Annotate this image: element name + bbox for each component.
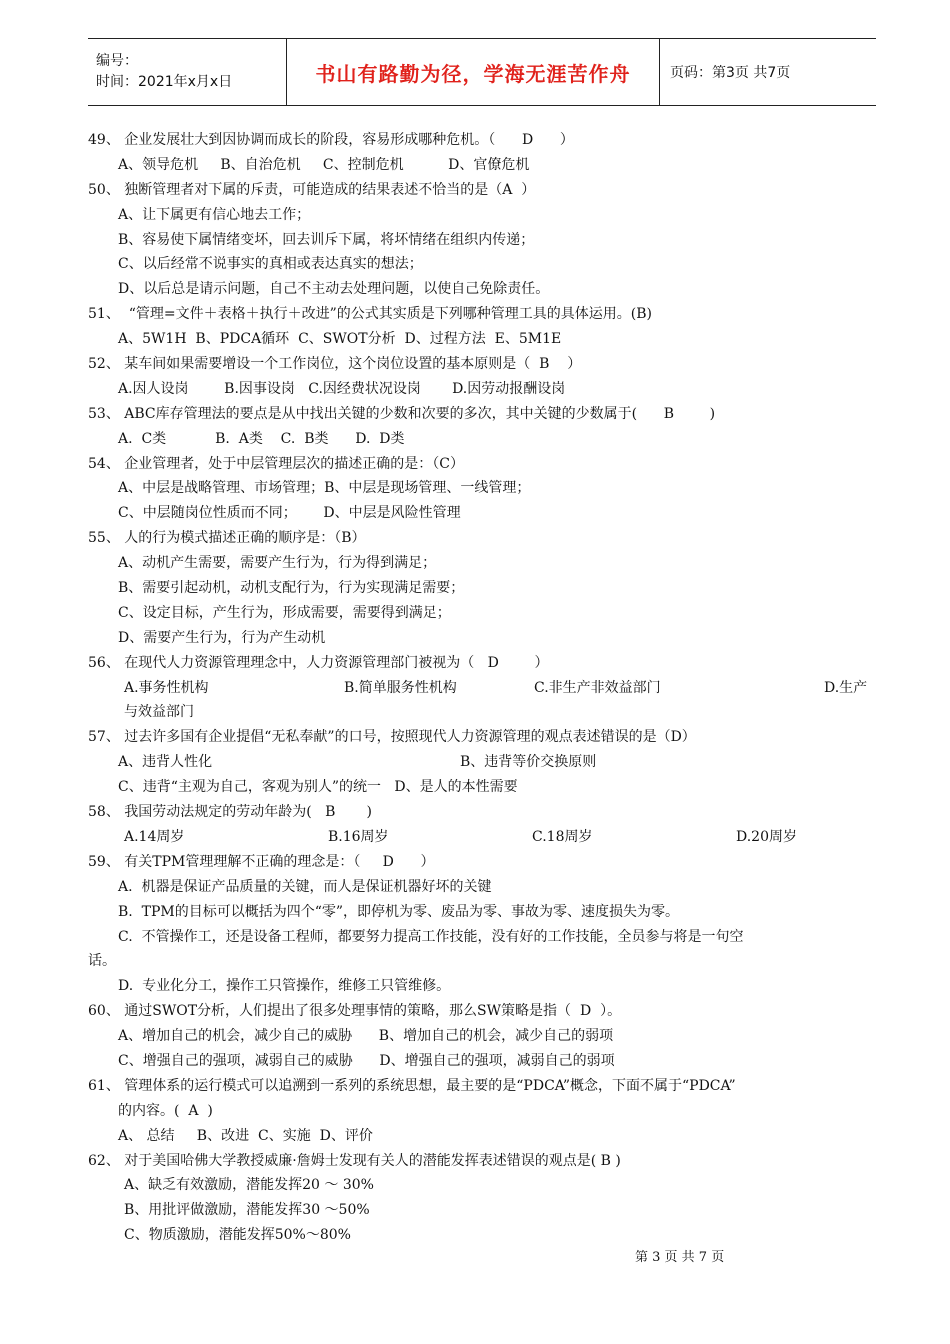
number-label: 编号： [96,53,138,69]
date-line: 时间：2021年x月x日 [96,74,233,90]
option-59-b: B. TPM的目标可以概括为四个“零”，即停机为零、废品为零、事故为零、速度损失为零。 [118,903,680,920]
question-55: 55、 人的行为模式描述正确的顺序是：（B） [88,530,366,547]
question-list [88,128,878,1248]
option-56-b: B.简单服务性机构 [344,679,457,696]
question-50: 50、 独断管理者对下属的斥责，可能造成的结果表述不恰当的是（A ） [88,181,536,198]
option-50-d: D、以后总是请示问题，自己不主动去处理问题，以使自己免除责任。 [118,281,550,298]
option-56-d-wrap: 与效益部门 [124,704,194,721]
option-55-a: A、动机产生需要，需要产生行为，行为得到满足； [118,555,437,572]
options-52: A.因人设岗 B.因事设岗 C.因经费状况设岗 D.因劳动报酬设岗 [118,380,566,397]
page-header [88,38,876,106]
question-58: 58、 我国劳动法规定的劳动年龄为( B ) [88,804,372,821]
option-56-c: C.非生产非效益部门 [534,679,661,696]
option-58-d: D.20周岁 [736,828,797,845]
option-57-a: A、违背人性化 [118,754,213,771]
option-55-b: B、需要引起动机，动机支配行为，行为实现满足需要； [118,580,465,597]
question-59: 59、 有关TPM管理理解不正确的理念是：（ D ） [88,853,435,870]
option-50-c: C、以后经常不说事实的真相或表达真实的想法； [118,256,423,273]
option-55-d: D、需要产生行为，行为产生动机 [118,629,326,646]
question-53: 53、 ABC库存管理法的要点是从中找出关键的少数和次要的多次，其中关键的少数属于( B ) [88,405,716,422]
page-footer: 第 3 页 共 7 页 [635,1250,725,1265]
options-60-ab: A、增加自己的机会，减少自己的威胁 B、增加自己的机会，减少自己的弱项 [118,1028,614,1045]
options-53: A. C类 B. A类 C. B类 D. D类 [118,430,405,447]
question-62: 62、 对于美国哈佛大学教授威廉·詹姆士发现有关人的潜能发挥表述错误的观点是( B ) [88,1152,621,1169]
option-62-c: C、物质激励，潜能发挥50%～80% [124,1227,351,1244]
motto: 书山有路勤为径，学海无涯苦作舟 [287,39,660,105]
options-60-cd: C、增强自己的强项，减弱自己的威胁 D、增强自己的强项，减弱自己的弱项 [118,1052,615,1069]
question-54: 54、 企业管理者，处于中层管理层次的描述正确的是：（C） [88,455,464,472]
option-58-b: B.16周岁 [328,828,389,845]
option-55-c: C、设定目标，产生行为，形成需要，需要得到满足； [118,604,451,621]
option-56-a: A.事务性机构 [124,679,209,696]
option-59-c-wrap: 话。 [88,953,116,970]
question-49: 49、 企业发展壮大到因协调而成长的阶段，容易形成哪种危机。（ D ） [88,132,574,148]
question-61: 61、 管理体系的运行模式可以追溯到一系列的系统思想，最主要的是“PDCA”概念，下面不属于“PDCA” [88,1077,736,1094]
options-54-ab: A、中层是战略管理、市场管理；B、中层是现场管理、一线管理； [118,480,531,497]
options-57-cd: C、违背“主观为自己，客观为别人”的统一 D、是人的本性需要 [118,779,518,796]
question-57: 57、 过去许多国有企业提倡“无私奉献”的口号，按照现代人力资源管理的观点表述错误的是（D） [88,729,696,746]
option-59-d: D. 专业化分工，操作工只管操作，维修工只管维修。 [118,978,451,995]
question-56: 56、 在现代人力资源管理理念中，人力资源管理部门被视为（ D ） [88,654,549,671]
question-51: 51、 “管理=文件＋表格＋执行＋改进”的公式其实质是下列哪种管理工具的具体运用。(B) [88,306,652,323]
option-59-c: C. 不管操作工，还是设备工程师，都要努力提高工作技能，没有好的工作技能，全员参与将是一句空 [118,928,744,945]
options-57-ab [88,750,878,775]
header-meta [88,39,287,105]
option-56-d: D.生产 [824,679,868,696]
options-49: A、领导危机 B、自治危机 C、控制危机 D、官僚危机 [118,156,530,173]
option-58-a: A.14周岁 [124,828,185,845]
option-50-b: B、容易使下属情绪变坏，回去训斥下属，将坏情绪在组织内传递； [118,231,535,248]
question-60: 60、 通过SWOT分析，人们提出了很多处理事情的策略，那么SW策略是指（ D ）。 [88,1003,622,1020]
page-info: 页码：第3页 共7页 [670,65,791,81]
option-62-b: B、用批评做激励，潜能发挥30 ～50% [124,1202,370,1219]
options-61: A、 总结 B、改进 C、实施 D、评价 [118,1127,373,1144]
question-61-wrap: 的内容。( A ) [118,1102,213,1119]
option-50-a: A、让下属更有信心地去工作； [118,206,311,223]
option-62-a: A、缺乏有效激励，潜能发挥20 ～ 30% [124,1177,374,1194]
option-59-a: A. 机器是保证产品质量的关键，而人是保证机器好坏的关键 [118,878,492,895]
question-52: 52、 某车间如果需要增设一个工作岗位，这个岗位设置的基本原则是（ B ） [88,356,582,373]
option-57-b: B、违背等价交换原则 [460,754,597,771]
options-54-cd: C、中层随岗位性质而不同； D、中层是风险性管理 [118,505,461,522]
options-51: A、5W1H B、PDCA循环 C、SWOT分析 D、过程方法 E、5M1E [118,331,562,348]
options-56 [88,676,878,701]
options-58 [88,825,878,850]
option-58-c: C.18周岁 [532,828,593,845]
